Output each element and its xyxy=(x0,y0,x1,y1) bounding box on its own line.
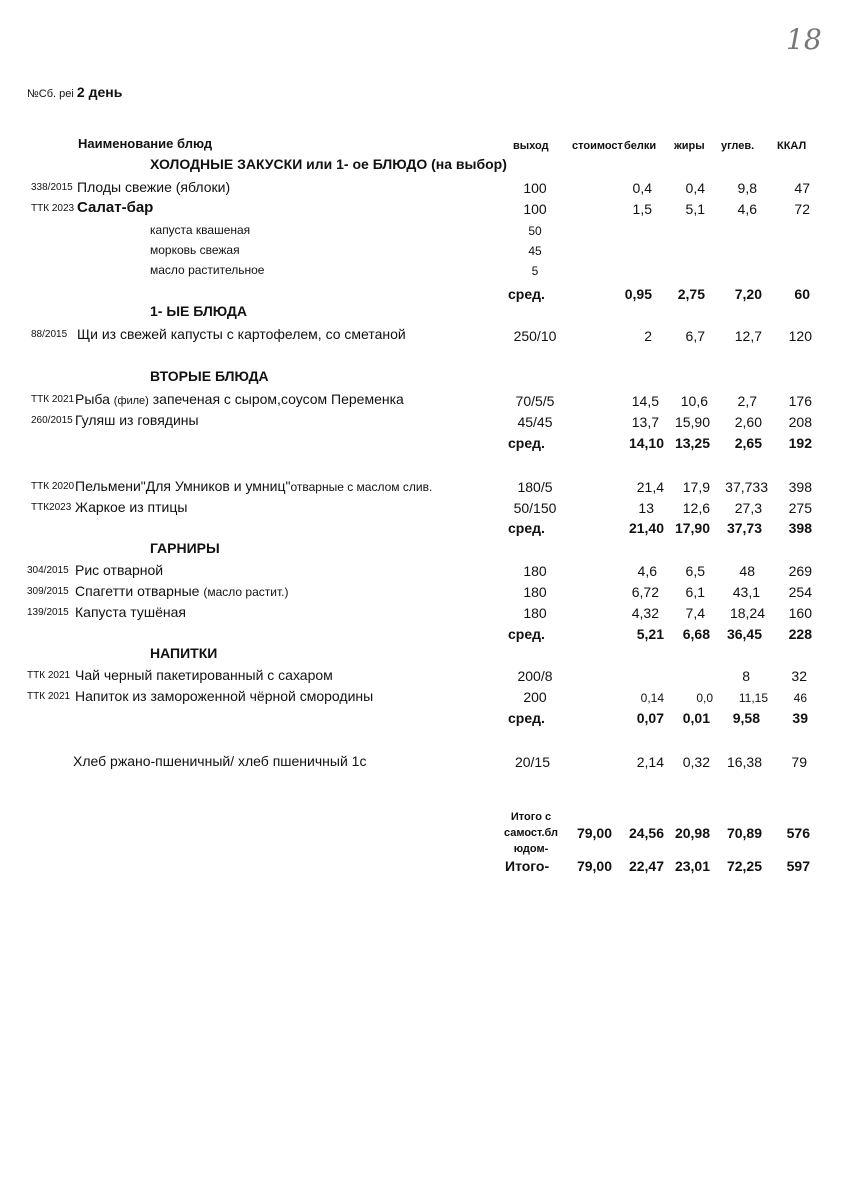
ingredient-output: 45 xyxy=(528,244,542,258)
dish-fat: 0,32 xyxy=(682,754,710,770)
column-header-cost: стоимост xyxy=(572,140,623,152)
total-cost: 79,00 xyxy=(576,858,612,874)
dish-protein: 1,5 xyxy=(632,201,652,217)
average-label: сред. xyxy=(508,435,545,451)
dish-output: 200 xyxy=(523,689,547,705)
dish-name: Капуста тушёная xyxy=(75,604,186,620)
average-protein: 21,40 xyxy=(628,520,664,536)
dish-protein: 13,7 xyxy=(631,414,659,430)
total-label-line: юдом- xyxy=(513,843,549,855)
dish-kcal: 254 xyxy=(788,584,812,600)
average-carbs: 9,58 xyxy=(732,710,760,726)
dish-code: 338/2015 xyxy=(31,182,73,193)
column-header-protein: белки xyxy=(624,140,657,152)
total-protein: 24,56 xyxy=(628,825,664,841)
dish-kcal: 269 xyxy=(788,563,812,579)
dish-carbs: 9,8 xyxy=(737,180,757,196)
dish-carbs: 2,60 xyxy=(734,414,762,430)
dish-protein: 4,6 xyxy=(637,563,657,579)
dish-protein: 14,5 xyxy=(631,393,659,409)
dish-kcal: 46 xyxy=(793,691,807,705)
dish-fat: 7,4 xyxy=(685,605,705,621)
dish-output: 250/10 xyxy=(513,328,557,344)
dish-name: Чай черный пакетированный с сахаром xyxy=(75,667,333,683)
dish-name-note: (филе) xyxy=(113,395,149,407)
dish-name-note: (масло растит.) xyxy=(203,585,289,599)
average-protein: 5,21 xyxy=(636,626,664,642)
dish-output: 70/5/5 xyxy=(515,393,555,409)
dish-name xyxy=(75,584,288,598)
dish-fat: 15,90 xyxy=(674,414,710,430)
dish-name-part: отварные с маслом слив. xyxy=(290,480,433,494)
dish-output: 100 xyxy=(523,180,547,196)
dish-kcal: 160 xyxy=(788,605,812,621)
dish-name: Салат-бар xyxy=(77,199,154,216)
dish-protein: 6,72 xyxy=(631,584,659,600)
dish-fat: 6,5 xyxy=(685,563,705,579)
total-fat: 20,98 xyxy=(674,825,710,841)
dish-fat: 6,1 xyxy=(685,584,705,600)
average-protein: 14,10 xyxy=(628,435,664,451)
section-cold-heading: ХОЛОДНЫЕ ЗАКУСКИ или 1- ое БЛЮДО (на выбор) xyxy=(150,156,507,172)
dish-output: 200/8 xyxy=(517,668,553,684)
average-kcal: 192 xyxy=(788,435,812,451)
column-header-output: выход xyxy=(513,140,549,152)
average-kcal: 398 xyxy=(788,520,812,536)
ingredient-name: капуста квашеная xyxy=(150,223,251,237)
dish-fat: 5,1 xyxy=(685,201,705,217)
column-header-fat: жиры xyxy=(674,140,705,152)
dish-output: 20/15 xyxy=(514,754,551,770)
dish-output: 180 xyxy=(523,605,547,621)
average-carbs: 7,20 xyxy=(734,286,762,302)
dish-carbs: 43,1 xyxy=(732,584,760,600)
column-header-carbs: углев. xyxy=(721,140,755,152)
dish-name: Напиток из замороженной чёрной смородины xyxy=(75,688,374,704)
dish-name-part: запеченая с сыром,соусом Переменка xyxy=(148,391,404,407)
dish-carbs: 37,733 xyxy=(725,479,768,495)
section-drinks-heading: НАПИТКИ xyxy=(150,645,218,661)
dish-protein: 21,4 xyxy=(636,479,664,495)
ingredient-output: 5 xyxy=(531,264,539,278)
dish-kcal: 79 xyxy=(791,754,807,770)
section-first-heading: 1- ЫЕ БЛЮДА xyxy=(150,303,247,319)
dish-fat: 12,6 xyxy=(682,500,710,516)
dish-code: 88/2015 xyxy=(31,329,68,340)
dish-code: 309/2015 xyxy=(27,586,69,597)
dish-fat: 6,7 xyxy=(685,328,705,344)
total-label-line: Итого с xyxy=(510,811,552,823)
dish-code: ТТК 2023 xyxy=(31,203,75,214)
average-protein: 0,07 xyxy=(636,710,664,726)
dish-protein: 4,32 xyxy=(631,605,659,621)
average-kcal: 39 xyxy=(792,710,808,726)
dish-carbs: 4,6 xyxy=(737,201,757,217)
dish-fat: 0,4 xyxy=(685,180,705,196)
dish-output: 50/150 xyxy=(513,500,557,516)
dish-name xyxy=(75,392,404,407)
dish-code: 260/2015 xyxy=(31,415,73,426)
dish-protein: 2 xyxy=(644,328,652,344)
total-protein: 22,47 xyxy=(628,858,664,874)
dish-name xyxy=(75,479,432,493)
average-carbs: 37,73 xyxy=(726,520,762,536)
dish-carbs: 8 xyxy=(742,668,750,684)
dish-output: 180/5 xyxy=(517,479,553,495)
dish-protein: 2,14 xyxy=(636,754,664,770)
dish-name: Жаркое из птицы xyxy=(75,499,188,515)
column-header-name: Наименование блюд xyxy=(78,136,213,151)
dish-name-part: Рыба xyxy=(75,391,114,407)
dish-carbs: 16,38 xyxy=(726,754,762,770)
dish-name: Хлеб ржано-пшеничный/ хлеб пшеничный 1с xyxy=(73,753,367,769)
dish-fat: 17,9 xyxy=(682,479,710,495)
average-carbs: 2,65 xyxy=(734,435,762,451)
total-cost: 79,00 xyxy=(576,825,612,841)
average-label: сред. xyxy=(508,626,545,642)
dish-name: Гуляш из говядины xyxy=(75,412,199,428)
average-fat: 17,90 xyxy=(674,520,710,536)
average-fat: 13,25 xyxy=(674,435,710,451)
dish-output: 180 xyxy=(523,563,547,579)
dish-output: 100 xyxy=(523,201,547,217)
total-kcal: 597 xyxy=(786,858,810,874)
dish-code: ТТК 2021 xyxy=(27,670,71,681)
ingredient-name: масло растительное xyxy=(150,263,265,277)
dish-carbs: 48 xyxy=(739,563,755,579)
dish-kcal: 32 xyxy=(791,668,807,684)
dish-code: ТТК 2021 xyxy=(27,691,71,702)
dish-output: 45/45 xyxy=(517,414,553,430)
dish-carbs: 18,24 xyxy=(729,605,765,621)
dish-carbs: 27,3 xyxy=(734,500,762,516)
dish-carbs: 12,7 xyxy=(734,328,762,344)
dish-fat: 10,6 xyxy=(680,393,708,409)
ingredient-output: 50 xyxy=(528,224,542,238)
total-fat: 23,01 xyxy=(674,858,710,874)
total-carbs: 72,25 xyxy=(726,858,762,874)
total-kcal: 576 xyxy=(786,825,810,841)
dish-protein: 13 xyxy=(638,500,654,516)
average-kcal: 60 xyxy=(794,286,810,302)
column-header-kcal: ККАЛ xyxy=(777,140,807,152)
average-label: сред. xyxy=(508,520,545,536)
dish-protein: 0,4 xyxy=(632,180,652,196)
average-fat: 0,01 xyxy=(682,710,710,726)
dish-code: 304/2015 xyxy=(27,565,69,576)
dish-kcal: 176 xyxy=(788,393,812,409)
average-carbs: 36,45 xyxy=(726,626,762,642)
day-label xyxy=(27,85,122,100)
total-carbs: 70,89 xyxy=(726,825,762,841)
day-label-prefix: №Сб. реі xyxy=(27,88,74,100)
day-label-day: 2 день xyxy=(76,84,123,100)
total-label: Итого- xyxy=(505,858,550,874)
dish-code: ТТК 2020 xyxy=(31,481,75,492)
dish-kcal: 275 xyxy=(788,500,812,516)
page-number: 18 xyxy=(786,23,822,56)
section-second-heading: ВТОРЫЕ БЛЮДА xyxy=(150,368,269,384)
average-fat: 2,75 xyxy=(677,286,705,302)
dish-protein: 0,14 xyxy=(640,691,664,705)
dish-name-part: Спагетти отварные xyxy=(75,583,204,599)
dish-carbs: 2,7 xyxy=(737,393,757,409)
dish-code: ТТК2023 xyxy=(31,502,72,513)
section-garnish-heading: ГАРНИРЫ xyxy=(150,540,220,556)
average-fat: 6,68 xyxy=(682,626,710,642)
average-label: сред. xyxy=(508,286,545,302)
average-label: сред. xyxy=(508,710,545,726)
total-label-line: самост.бл xyxy=(503,827,559,839)
dish-name: Плоды свежие (яблоки) xyxy=(77,179,231,195)
dish-name: Рис отварной xyxy=(75,562,164,578)
dish-output: 180 xyxy=(523,584,547,600)
dish-name-part: Пельмени"Для Умников и умниц" xyxy=(75,478,291,494)
dish-kcal: 208 xyxy=(788,414,812,430)
dish-kcal: 398 xyxy=(788,479,812,495)
dish-kcal: 72 xyxy=(794,201,810,217)
dish-kcal: 47 xyxy=(794,180,810,196)
dish-code: 139/2015 xyxy=(27,607,69,618)
average-protein: 0,95 xyxy=(624,286,652,302)
dish-code: ТТК 2021 xyxy=(31,394,75,405)
dish-carbs: 11,15 xyxy=(738,691,768,705)
dish-fat: 0,0 xyxy=(696,691,713,705)
average-kcal: 228 xyxy=(788,626,812,642)
ingredient-name: морковь свежая xyxy=(150,243,240,257)
dish-name: Щи из свежей капусты с картофелем, со сметаной xyxy=(77,326,406,342)
dish-kcal: 120 xyxy=(788,328,812,344)
